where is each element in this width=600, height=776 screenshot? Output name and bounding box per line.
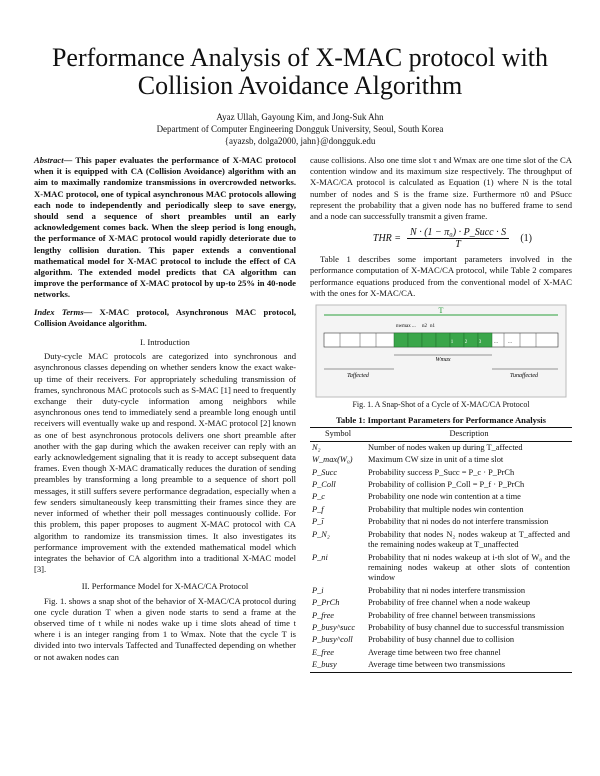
abstract	[34, 155, 296, 301]
figure-caption: Fig. 1. A Snap-Shot of a Cycle of X-MAC/CA Protocol	[352, 400, 530, 410]
table-body	[310, 441, 572, 672]
parameter-table	[310, 427, 572, 672]
table-header-row	[310, 428, 572, 441]
section-heading-intro: I. Introduction	[140, 337, 190, 348]
table-cell-description: Probability that multiple nodes win contention	[368, 504, 524, 514]
table-row	[310, 529, 572, 552]
equation-denominator: T	[455, 238, 461, 250]
table-row	[310, 441, 572, 454]
table-cell-symbol: P_Coll	[312, 480, 336, 490]
table-cell-description: Probability success P_Succ = P_c · P_PrCh	[368, 467, 515, 477]
table-row	[310, 491, 572, 503]
author-names: Ayaz Ullah, Gayoung Kim, and Jong-Suk Ahn	[216, 112, 384, 122]
table-cell-symbol: W_max(W₀)	[312, 455, 353, 465]
cycle-diagram	[310, 303, 572, 399]
green-slot-2	[408, 333, 422, 347]
green-slot-3	[422, 333, 436, 347]
abstract-text: — This paper evaluates the performance of X-MAC protocol when it is equipped with CA (Collision Avoidance) algorithm with an aim to maximally randomize transmissions in overcrowded networks. X-MAC protocol, one of typical asynchronous MAC protocols allowing each node to independently and periodically sleep to save energy, should send a sequence of short preambles until an early acknowledgement comes back. When the sleep period is long enough, the performance of X-MAC protocol would rapidly deteriorate due to lengthy collision duration. This paper extends a conventional mathematical model for X-MAC protocol to include the effect of CA algorithm. The extended model predicts that CA algorithm can improve the performance of X-MAC protocol by up-to 25% in 40-node networks.	[34, 155, 296, 300]
index-terms	[34, 307, 296, 329]
table-cell-symbol: P_busy^succ	[312, 622, 356, 632]
table-cell-symbol: P_free	[312, 610, 335, 620]
table-row	[310, 647, 572, 659]
green-slot-4	[436, 333, 450, 347]
model-paragraph: Fig. 1. shows a snap shot of the behavior of X-MAC/CA protocol during one cycle duration T when a given node starts to send a frame at the observed time of t while ni nodes wake up i time slots ahead of time t where i is an integer ranging from 1 to Wmax. Note that the cycle T is divided into two intervals Taffected and Tunaffected depending on whether or not awaken nodes can	[34, 595, 296, 662]
table-cell-description: Number of nodes waken up during T_affected	[368, 442, 523, 452]
green-slot-1	[394, 333, 408, 347]
author-block	[40, 111, 560, 147]
table-cell-description: Average time between two transmissions	[366, 659, 572, 672]
table-cell-description: Maximum CW size in unit of a time slot	[368, 455, 504, 465]
label-taffected: Taffected	[347, 373, 369, 380]
table-cell-description: Probability that nodes N₂ nodes wakeup at T_affected and the remaining nodes wakeup at T_unaffected	[368, 529, 570, 550]
table-cell-symbol: E_busy	[310, 659, 366, 672]
table-row	[310, 454, 572, 466]
slot-row	[324, 333, 558, 347]
table-cell-symbol: P_Succ	[312, 467, 338, 477]
table-row	[310, 634, 572, 646]
table-cell-symbol: P_c	[312, 492, 326, 502]
label-wmax: Wmax	[435, 357, 451, 364]
table-cell-symbol: N₂	[312, 442, 321, 452]
label-T: T	[438, 306, 444, 316]
table-cell-symbol: P_busy^coll	[312, 635, 353, 645]
box-label-4: ...	[508, 340, 512, 346]
figure-1	[310, 303, 572, 399]
table-cell-description: Probability of busy channel due to collision	[368, 635, 515, 645]
table-cell-symbol: E_free	[312, 647, 335, 657]
intro-paragraph: Duty-cycle MAC protocols are categorized into synchronous and asynchronous classes depending on whether senders know the exact wake-up time of their receivers. For appropriately scheduling transmission of frames, synchronous MAC protocols such as S-MAC [1] need to frequently exchange their duty-cycle information among neighbors while asynchronous ones tend to immediately send a preamble long enough until receivers will eventually wake up and respond. X-MAC protocol [2] known as one of best asynchronous protocols delivers one short preamble after another with the gap during which the awaken receiver can reply with an early acknowledgement signaling that it is ready to accept subsequent data frames. Even though X-MAC dramatically reduces the duration of sending preambles by transforming a long preamble to a sequence of short poll messages, it still suffers severe performance degradation, especially when a few senders simultaneously keep transmitting their frames since they are never informed of whether their poll messages continuously collide. For this problem, this paper proposes to augment X-MAC protocol with CA algorithm to randomize its transmission times. It also investigates its performance improvement with the extended mathematical model which integrates the behavior of CA algorithm into a traditional X-MAC model [3].	[34, 351, 296, 575]
table-row	[310, 504, 572, 516]
table-cell-description: Probability one node win contention at a time	[368, 492, 521, 502]
equation-fraction	[407, 227, 509, 250]
slot-label-3: n1	[430, 324, 435, 330]
header-description: Description	[366, 428, 572, 441]
table-row	[310, 597, 572, 609]
table-cell-symbol: P_i	[312, 585, 324, 595]
table-cell-symbol: P_f	[312, 504, 324, 514]
table-row	[310, 610, 572, 622]
table-row	[310, 552, 572, 585]
equation-number: (1)	[520, 232, 532, 244]
header-symbol: Symbol	[310, 428, 366, 441]
table-cell-description: Probability that ni nodes do not interfere transmission	[368, 517, 549, 527]
affiliation: Department of Computer Engineering Dongguk University, Seoul, South Korea	[156, 124, 444, 134]
table-cell-description: Probability of free channel when a node wakeup	[368, 598, 531, 608]
paper-title: Performance Analysis of X-MAC protocol with Collision Avoidance Algorithm	[51, 43, 549, 100]
table-row	[310, 516, 572, 528]
box-label-2: 3	[478, 340, 482, 346]
throughput-equation	[310, 225, 572, 251]
right-column	[310, 155, 572, 673]
table-row	[310, 467, 572, 479]
right-paragraph-1: cause collisions. Also one time slot τ and Wmax are one time slot of the CA contention window and its maximum size respectively. The throughput of X-MAC/CA protocol is calculated as Equation (1) where N is the total number of nodes and S is the frame size. Furthermore π0 and PSucc represent the probability that a given node has no buffered frame to send and a node can successfully transmit a given frame.	[310, 155, 572, 222]
figure-frame	[316, 305, 566, 397]
table-cell-description: Probability that ni nodes interfere transmission	[368, 585, 526, 595]
table-caption: Table 1: Important Parameters for Performance Analysis	[335, 415, 547, 426]
table-cell-symbol: P_ni	[312, 552, 328, 562]
slot-label-2: n2	[422, 324, 427, 330]
equation-lhs: THR =	[372, 232, 402, 244]
right-paragraph-2: Table 1 describes some important parameters involved in the performance computation of X-MAC/CA protocol, while Table 2 compares performance equations produced from the conventional model of X-MAC with the ones for X-MAC/CA.	[310, 254, 572, 298]
box-label-1: 2	[464, 340, 468, 346]
table-cell-description: Probability that ni nodes wakeup at i-th slot of W₀ and the remaining nodes wakeup at other slots of contention window	[368, 552, 570, 583]
table-cell-description: Probability of busy channel due to successful transmission	[368, 622, 565, 632]
table-cell-symbol: P_ī	[312, 517, 324, 527]
table-row	[310, 622, 572, 634]
table-cell-description: Average time between two free channel	[368, 647, 501, 657]
emails: {ayazsb, dolga2000, jahn}@dongguk.edu	[224, 136, 376, 146]
index-terms-text: — X-MAC protocol, Asynchronous MAC protocol, Collision Avoidance algorithm.	[34, 306, 297, 328]
slot-label-0: nwmax	[396, 324, 411, 330]
table-cell-description: Probability of free channel between transmissions	[368, 610, 536, 620]
box-label-0: 1	[450, 340, 454, 346]
table-cell-description: Probability of collision P_Coll = P_f · P_PrCh	[368, 480, 525, 490]
index-terms-label: Index Terms	[34, 306, 84, 317]
table-cell-symbol: P_PrCh	[312, 598, 340, 608]
table-row	[310, 479, 572, 491]
table-cell-symbol: P_N₂	[312, 529, 330, 539]
label-tunaffected: Tunaffected	[510, 373, 538, 380]
section-heading-model: II. Performance Model for X-MAC/CA Protocol	[81, 581, 249, 592]
equation-numerator: N · (1 − π₀) · P_Succ · S	[407, 227, 509, 239]
table-row	[310, 659, 572, 672]
table-row	[310, 585, 572, 597]
box-label-3: ...	[494, 340, 498, 346]
abstract-label: Abstract	[34, 155, 64, 165]
slot-label-1: ...	[412, 324, 416, 330]
left-column	[34, 155, 296, 663]
